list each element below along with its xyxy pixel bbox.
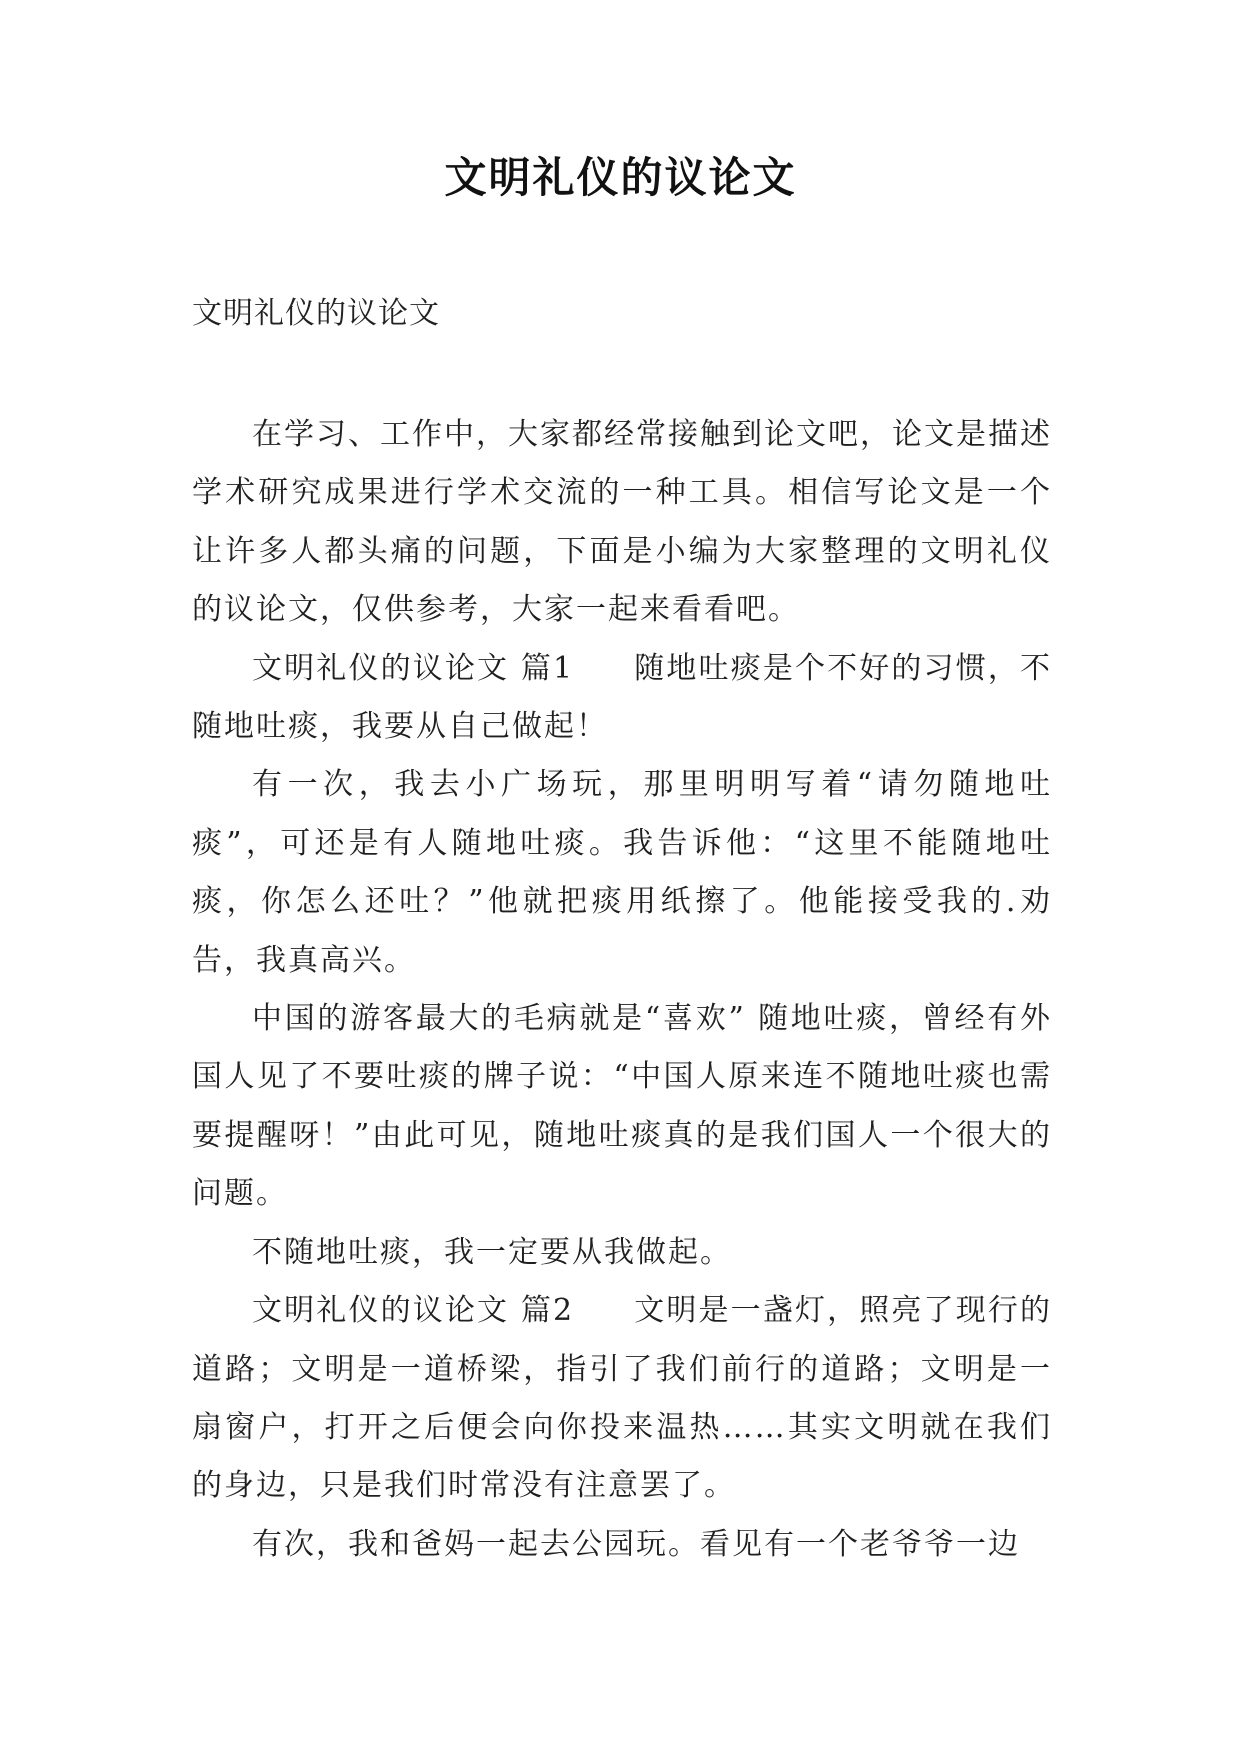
paragraph-body (192, 1224, 1052, 1282)
paragraph-body (192, 990, 1052, 1224)
document-body (192, 406, 1052, 1574)
document-subtitle: 文明礼仪的议论文 (192, 296, 440, 331)
paragraph-text: 文明是一盏灯，照亮了现行的道路；文明是一道桥梁，指引了我们前行的道路；文明是一扇窗户，打开之后便会向你投来温热……其实文明就在我们的身边，只是我们时常没有注意罢了。 (192, 1293, 1053, 1504)
document-title: 文明礼仪的议论文 (444, 153, 797, 202)
paragraph-body (192, 756, 1052, 990)
paragraph-text: 随地吐痰是个不好的习惯，不随地吐痰，我要从自己做起！ (192, 650, 1053, 745)
paragraph-text: 有次，我和爸妈一起去公园玩。看见有一个老爷爷一边 (252, 1526, 1020, 1562)
section-heading: 文明礼仪的议论文 篇1 (252, 650, 575, 686)
paragraph-intro (192, 406, 1052, 640)
section-heading: 文明礼仪的议论文 篇2 (252, 1293, 575, 1329)
paragraph-section-2 (192, 1282, 1052, 1516)
paragraph-section-1 (192, 640, 1052, 757)
paragraph-text: 不随地吐痰，我一定要从我做起。 (252, 1234, 732, 1270)
paragraph-text: 中国的游客最大的毛病就是“喜欢” 随地吐痰，曾经有外国人见了不要吐痰的牌子说：“中国人原来连不随地吐痰也需要提醒呀！”由此可见，随地吐痰真的是我们国人一个很大的问题。 (192, 1001, 1052, 1212)
paragraph-body (192, 1516, 1052, 1574)
paragraph-text: 在学习、工作中，大家都经常接触到论文吧，论文是描述学术研究成果进行学术交流的一种工具。相信写论文是一个让许多人都头痛的问题，下面是小编为大家整理的文明礼仪的议论文，仅供参考，大家一起来看看吧。 (192, 417, 1052, 628)
paragraph-text: 有一次，我去小广场玩，那里明明写着“请勿随地吐痰”，可还是有人随地吐痰。我告诉他：“这里不能随地吐痰，你怎么还吐？”他就把痰用纸擦了。他能接受我的.劝告，我真高兴。 (192, 767, 1052, 978)
